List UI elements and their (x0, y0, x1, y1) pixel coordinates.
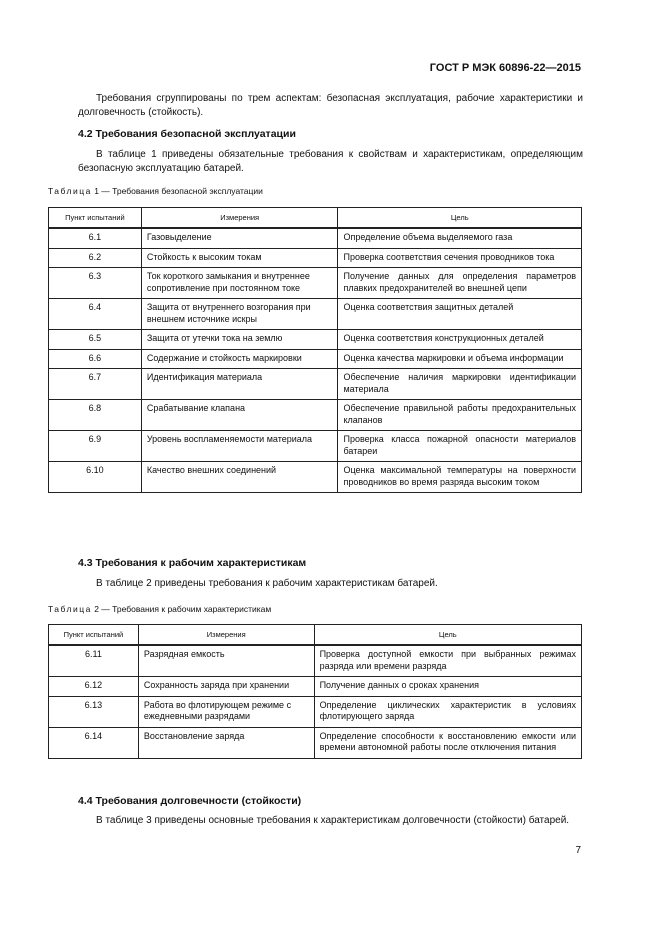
test-clause-cell: 6.14 (49, 727, 139, 758)
measurement-cell: Защита от утечки тока на землю (141, 330, 338, 350)
measurement-cell: Защита от внутреннего возгорания при внешнем источнике искры (141, 299, 338, 330)
section-4-3-text: В таблице 2 приведены требования к рабочим характеристикам батарей. (96, 578, 438, 589)
purpose-cell: Проверка соответствия сечения проводников тока (338, 248, 582, 268)
test-clause-cell: 6.4 (49, 299, 142, 330)
purpose-cell: Оценка максимальной температуры на поверхности проводников во время разряда высоким током (338, 462, 582, 493)
table-2-caption (48, 604, 271, 614)
purpose-cell: Оценка соответствия конструкционных деталей (338, 330, 582, 350)
table-row (49, 228, 582, 248)
test-clause-cell: 6.12 (49, 677, 139, 697)
test-clause-cell: 6.13 (49, 696, 139, 727)
column-header-test-clause: Пункт испытаний (49, 208, 142, 229)
purpose-cell: Проверка класса пожарной опасности материалов батареи (338, 431, 582, 462)
table-row (49, 462, 582, 493)
measurement-cell: Уровень воспламеняемости материала (141, 431, 338, 462)
column-header-measurements: Измерения (138, 625, 314, 646)
page-number: 7 (575, 845, 581, 856)
section-4-2-title: 4.2 Требования безопасной эксплуатации (78, 128, 296, 140)
measurement-cell: Ток короткого замыкания и внутреннее сопротивление при постоянном токе (141, 268, 338, 299)
column-header-test-clause: Пункт испытаний (49, 625, 139, 646)
purpose-cell: Определение объема выделяемого газа (338, 228, 582, 248)
table-row (49, 677, 582, 697)
measurement-cell: Разрядная емкость (138, 645, 314, 677)
test-clause-cell: 6.6 (49, 349, 142, 369)
table-2-caption-word: Таблица (48, 604, 92, 614)
column-header-measurements: Измерения (141, 208, 338, 229)
measurement-cell: Газовыделение (141, 228, 338, 248)
column-header-purpose: Цель (314, 625, 581, 646)
standard-header: ГОСТ Р МЭК 60896-22—2015 (429, 62, 581, 74)
table-row (49, 248, 582, 268)
measurement-cell: Содержание и стойкость маркировки (141, 349, 338, 369)
purpose-cell: Обеспечение наличия маркировки идентификации материала (338, 369, 582, 400)
test-clause-cell: 6.10 (49, 462, 142, 493)
measurement-cell: Срабатывание клапана (141, 400, 338, 431)
table-row (49, 268, 582, 299)
measurement-cell: Идентификация материала (141, 369, 338, 400)
table-row (49, 349, 582, 369)
section-4-3-title: 4.3 Требования к рабочим характеристикам (78, 557, 307, 569)
table-row (49, 431, 582, 462)
measurement-cell: Работа во флотирующем режиме с ежедневными разрядами (138, 696, 314, 727)
test-clause-cell: 6.9 (49, 431, 142, 462)
measurement-cell: Стойкость к высоким токам (141, 248, 338, 268)
test-clause-cell: 6.3 (49, 268, 142, 299)
table-2 (48, 624, 582, 759)
table-row (49, 696, 582, 727)
table-header-row (49, 208, 582, 229)
purpose-cell: Оценка соответствия защитных деталей (338, 299, 582, 330)
purpose-cell: Определение способности к восстановлению емкости или времени автономной работы после отключения питания (314, 727, 581, 758)
purpose-cell: Оценка качества маркировки и объема информации (338, 349, 582, 369)
purpose-cell: Получение данных о сроках хранения (314, 677, 581, 697)
test-clause-cell: 6.1 (49, 228, 142, 248)
section-4-2-text: В таблице 1 приведены обязательные требования к свойствам и характеристикам, определяющим безопасную эксплуатацию батарей. (78, 149, 583, 174)
section-4-4-title: 4.4 Требования долговечности (стойкости) (78, 795, 302, 807)
purpose-cell: Определение циклических характеристик в условиях флотирующего заряда (314, 696, 581, 727)
table-1-caption (48, 186, 263, 196)
measurement-cell: Качество внешних соединений (141, 462, 338, 493)
table-row (49, 645, 582, 677)
test-clause-cell: 6.2 (49, 248, 142, 268)
table-row (49, 400, 582, 431)
measurement-cell: Восстановление заряда (138, 727, 314, 758)
table-row (49, 727, 582, 758)
table-1-caption-word: Таблица (48, 186, 92, 196)
table-row (49, 369, 582, 400)
section-4-4-text: В таблице 3 приведены основные требования к характеристикам долговечности (стойкости) батарей. (96, 815, 570, 826)
table-row (49, 330, 582, 350)
purpose-cell: Обеспечение правильной работы предохранительных клапанов (338, 400, 582, 431)
column-header-purpose: Цель (338, 208, 582, 229)
purpose-cell: Проверка доступной емкости при выбранных режимах разряда или времени разряда (314, 645, 581, 677)
intro-paragraph: Требования сгруппированы по трем аспектам: безопасная эксплуатация, рабочие характеристики и долговечность (стойкость). (78, 93, 583, 118)
measurement-cell: Сохранность заряда при хранении (138, 677, 314, 697)
table-header-row (49, 625, 582, 646)
test-clause-cell: 6.7 (49, 369, 142, 400)
table-1-caption-text: 1 — Требования безопасной эксплуатации (94, 186, 263, 196)
table-row (49, 299, 582, 330)
test-clause-cell: 6.11 (49, 645, 139, 677)
test-clause-cell: 6.8 (49, 400, 142, 431)
table-2-caption-text: 2 — Требования к рабочим характеристикам (94, 604, 272, 614)
purpose-cell: Получение данных для определения параметров плавких предохранителей во внешней цепи (338, 268, 582, 299)
test-clause-cell: 6.5 (49, 330, 142, 350)
table-1 (48, 207, 582, 493)
